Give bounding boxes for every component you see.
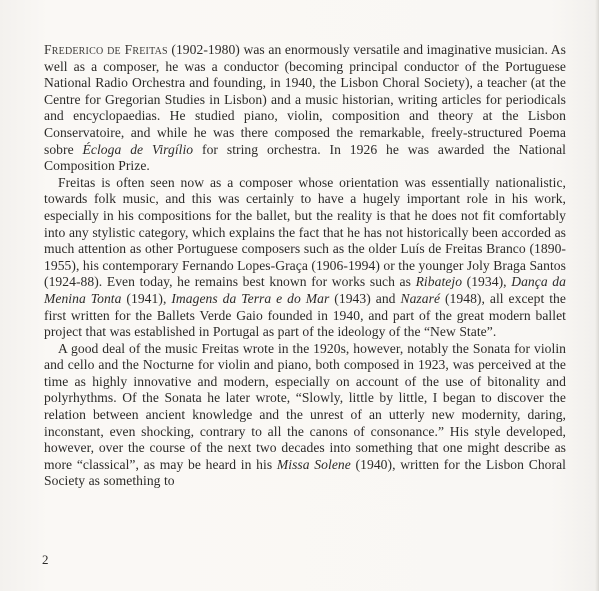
essay-text [44, 42, 566, 490]
paragraph-2-text-a: Freitas is often seen now as a composer whose orientation was essentially nationalistic, towards folk music, and this was certainly to have a hugely important role in his work, especially in his compositions for the ballet, but the reality is that he does not fit comfortably into any stylistic category, which explains the fact that he has not historically been accorded as much attention as other Portuguese composers such as the older Luís de Freitas Branco (1890-1955), his contemporary Fernando Lopes-Graça (1906-1994) or the younger Joly Braga Santos (1924-88). Even today, he remains best known for works such as [44, 174, 566, 290]
composer-name: Frederico de Freitas [44, 42, 168, 57]
page-edge-shadow [595, 0, 599, 591]
work-title-ecloga: Écloga de Virgílio [82, 141, 194, 157]
paragraph-1-text-end: for string orchestra. In 1926 he was awarded the National Composition Prize. [44, 141, 566, 174]
paragraph-2 [44, 175, 566, 341]
work-title-ribatejo: Ribatejo [415, 274, 463, 290]
paragraph-1-text: (1902-1980) was an enormously versatile and imaginative musician. As well as a composer, he was a conductor (becoming principal conductor of the Portuguese National Radio Orchestra and founding, in 1940, the Lisbon Choral Society), a teacher (at the Centre for Gregorian Studies in Lisbon) and a music historian, writing articles for periodicals and encyclopaedias. He studied piano, violin, composition and theory at the Lisbon Conservatoire, and while he was there composed the remarkable, freely-structured Poema sobre [44, 42, 566, 157]
work-title-nazare: Nazaré [400, 290, 441, 306]
paragraph-2-text-e: (1948), all except the first written for the Ballets Verde Gaio founded in 1940, and part of the great modern ballet project that was established in Portugal as part of the ideology of the “New State”. [44, 290, 566, 340]
paragraph-3-text-b: (1940), written for the Lisbon Choral Society as something to [44, 456, 566, 489]
work-title-imagens: Imagens da Terra e do Mar [171, 290, 330, 306]
work-title-danca: Dança da Menina Tonta [44, 274, 566, 306]
paragraph-1 [44, 42, 566, 175]
paragraph-3 [44, 341, 566, 490]
paragraph-3-text-a: A good deal of the music Freitas wrote in the 1920s, however, notably the Sonata for violin and cello and the Nocturne for violin and piano, both composed in 1923, was perceived at the time as highly innovative and modern, especially on account of the use of bitonality and polyrhythms. Of the Sonata he later wrote, “Slowly, little by little, I began to discover the relation between ancient knowledge and the unrest of an utterly new modernity, daring, inconstant, even shocking, contrary to all the canons of consonance.” His style developed, however, over the course of the next two decades into something that one might describe as more “classical”, as may be heard in his [44, 340, 566, 472]
paragraph-2-text-d: (1943) and [329, 290, 401, 306]
paragraph-2-text-c: (1941), [121, 290, 172, 306]
work-title-missa: Missa Solene [276, 456, 351, 472]
page-number: 2 [42, 552, 49, 567]
paragraph-2-text-b: (1934), [462, 274, 512, 290]
